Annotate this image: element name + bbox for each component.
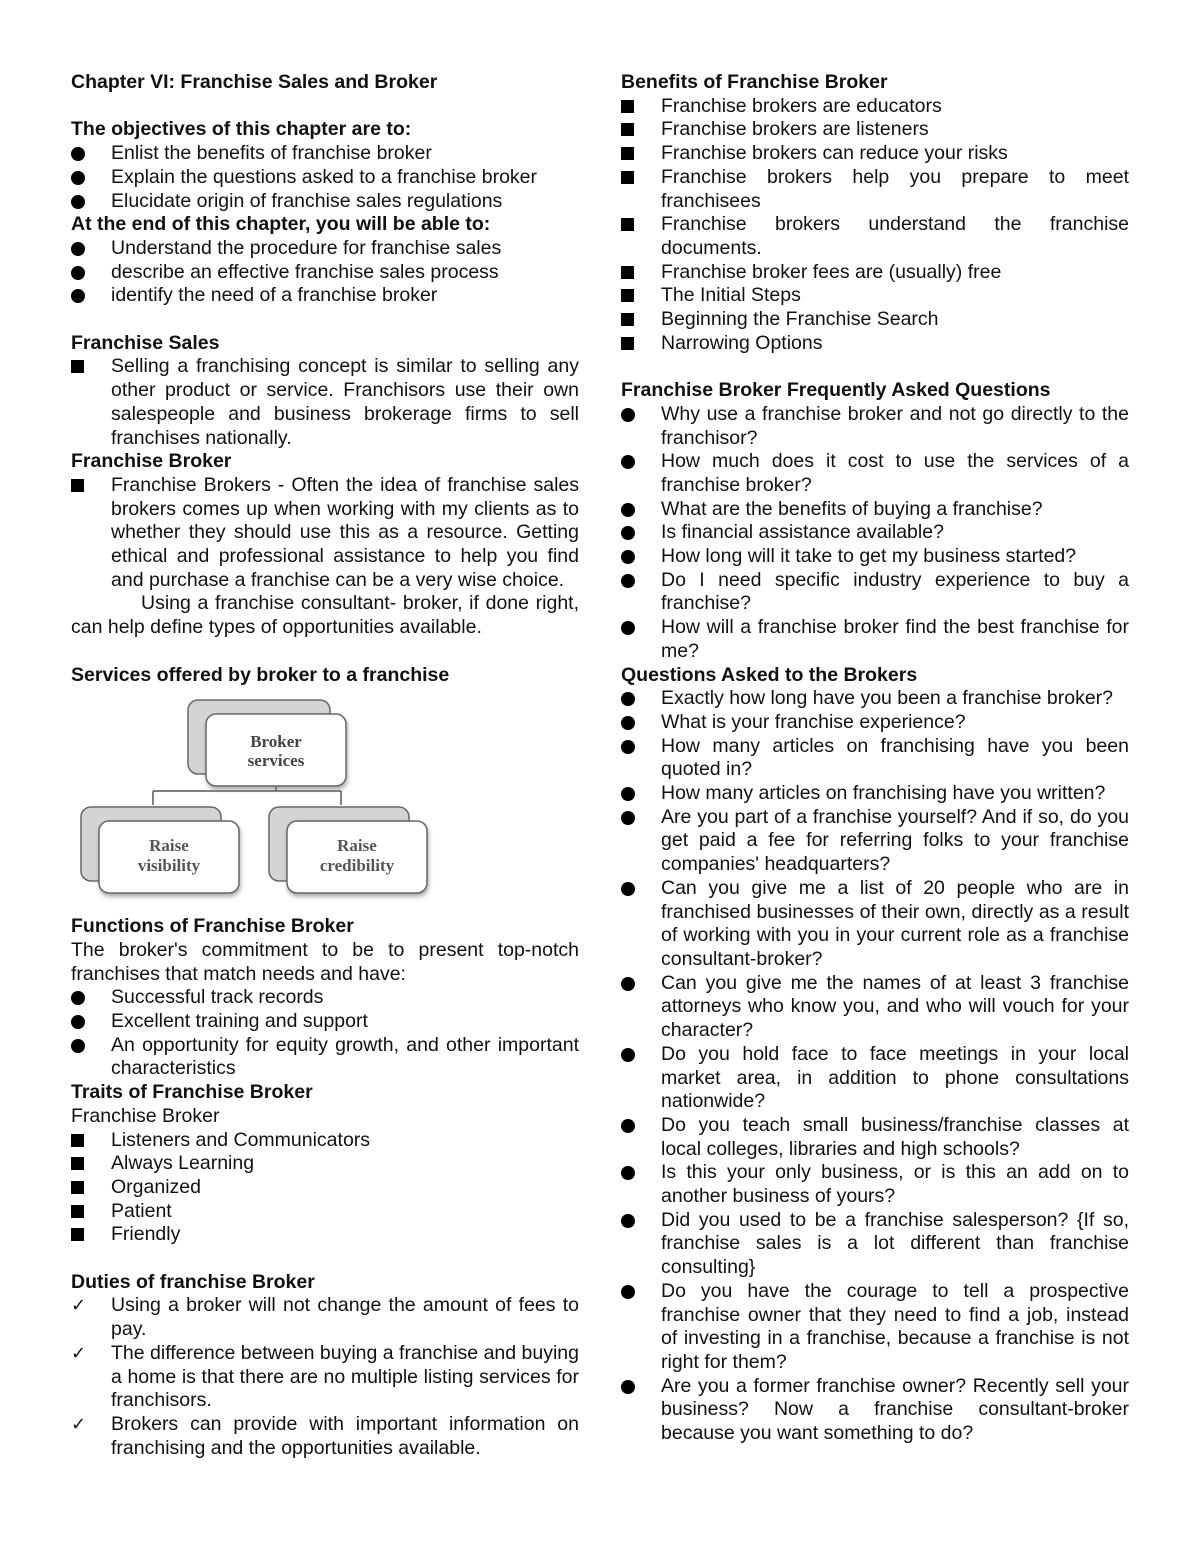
bullet-square-icon	[71, 474, 91, 499]
list-item: Franchise brokers understand the franchise documents.	[621, 213, 1129, 260]
bullet-square-icon	[71, 355, 91, 380]
bullet-square-icon	[621, 95, 641, 120]
bullet-dot-icon	[621, 711, 641, 737]
list-item: Organized	[71, 1176, 579, 1200]
left-column	[71, 71, 579, 1460]
list-item: Exactly how long have you been a franchise broker?	[621, 687, 1129, 711]
check-icon: ✓	[71, 1342, 87, 1364]
bullet-dot-icon	[621, 1161, 641, 1187]
sales-list	[71, 355, 579, 450]
benefits-heading: Benefits of Franchise Broker	[621, 71, 888, 93]
bullet-dot-icon	[71, 986, 91, 1012]
bullet-square-icon	[621, 118, 641, 143]
list-item: Do you hold face to face meetings in your local market area, in addition to phone consultations nationwide?	[621, 1043, 1129, 1114]
bullet-dot-icon	[71, 190, 91, 216]
list-item: ✓ The difference between buying a franchise and buying a home is that there are no multiple listing services for franchisors.	[71, 1341, 579, 1412]
outcomes-heading: At the end of this chapter, you will be able to:	[71, 213, 491, 236]
list-item: Franchise brokers can reduce your risks	[621, 142, 1129, 166]
broker-services-label-2: services	[247, 751, 305, 771]
bullet-dot-icon	[71, 166, 91, 192]
list-item: Beginning the Franchise Search	[621, 308, 1129, 332]
bullet-dot-icon	[621, 498, 641, 524]
list-item: Excellent training and support	[71, 1010, 579, 1034]
services-heading: Services offered by broker to a franchise	[71, 663, 450, 686]
faq-list	[621, 403, 1129, 664]
bullet-dot-icon	[71, 1010, 91, 1036]
bullet-dot-icon	[621, 403, 641, 429]
bullet-square-icon	[621, 261, 641, 286]
list-item: What is your franchise experience?	[621, 711, 1129, 735]
list-item: Do you teach small business/franchise classes at local colleges, libraries and high schools?	[621, 1114, 1129, 1161]
bullet-dot-icon	[621, 1114, 641, 1140]
list-item: Franchise Brokers - Often the idea of franchise sales brokers comes up when working with my clients as to whether they should use this as a resource. Getting ethical and professional assistance to help you find and purchase a franchise can be a very wise choice.	[71, 474, 579, 593]
list-item: Explain the questions asked to a franchise broker	[71, 166, 579, 190]
list-item: Do I need specific industry experience to buy a franchise?	[621, 569, 1129, 616]
list-item: Selling a franchising concept is similar to selling any other product or service. Franchisors use their own salespeople and business brokerage firms to sell franchises nationally.	[71, 355, 579, 450]
bullet-square-icon	[71, 1152, 91, 1177]
bullet-dot-icon	[71, 237, 91, 263]
list-item: Franchise broker fees are (usually) free	[621, 261, 1129, 285]
objectives-list	[71, 142, 579, 213]
list-item: Narrowing Options	[621, 332, 1129, 356]
list-item: How much does it cost to use the services of a franchise broker?	[621, 450, 1129, 497]
list-item: Successful track records	[71, 986, 579, 1010]
broker-services-diagram	[71, 687, 579, 915]
list-item: Understand the procedure for franchise sales	[71, 237, 579, 261]
bullet-dot-icon	[621, 972, 641, 998]
bullet-dot-icon	[621, 569, 641, 595]
list-item: identify the need of a franchise broker	[71, 284, 579, 308]
list-item: How many articles on franchising have you been quoted in?	[621, 735, 1129, 782]
bullet-square-icon	[621, 308, 641, 333]
list-item: Listeners and Communicators	[71, 1129, 579, 1153]
faq-heading: Franchise Broker Frequently Asked Questions	[621, 379, 1051, 402]
list-item: An opportunity for equity growth, and other important characteristics	[71, 1034, 579, 1081]
sales-heading: Franchise Sales	[71, 331, 220, 354]
broker-list	[71, 474, 579, 593]
broker-paragraph: Using a franchise consultant- broker, if done right, can help define types of opportunities available.	[71, 592, 579, 639]
list-item: Is financial assistance available?	[621, 521, 1129, 545]
raise-visibility-label-1: Raise	[149, 836, 189, 856]
list-item: Can you give me a list of 20 people who are in franchised businesses of their own, directly as a result of working with you in your current role as a franchise consultant-broker?	[621, 877, 1129, 972]
traits-list	[71, 1129, 579, 1248]
list-item: Patient	[71, 1200, 579, 1224]
outcomes-list	[71, 237, 579, 308]
list-item: Why use a franchise broker and not go directly to the franchisor?	[621, 403, 1129, 450]
list-item: ✓ Brokers can provide with important information on franchising and the opportunities available.	[71, 1412, 579, 1459]
raise-credibility-label-2: credibility	[319, 856, 395, 876]
right-column	[621, 71, 1129, 1446]
bullet-square-icon	[71, 1129, 91, 1154]
bullet-dot-icon	[621, 806, 641, 832]
list-item: Franchise brokers are educators	[621, 95, 1129, 119]
bullet-dot-icon	[71, 1034, 91, 1060]
functions-heading: Functions of Franchise Broker	[71, 915, 354, 938]
functions-intro: The broker's commitment to be to present top-notch franchises that match needs and have:	[71, 938, 579, 985]
bullet-dot-icon	[621, 521, 641, 547]
bullet-square-icon	[71, 1176, 91, 1201]
bullet-square-icon	[621, 142, 641, 167]
bullet-dot-icon	[71, 261, 91, 287]
bullet-square-icon	[621, 213, 641, 238]
bullet-square-icon	[621, 332, 641, 357]
list-item: The Initial Steps	[621, 284, 1129, 308]
duties-heading: Duties of franchise Broker	[71, 1270, 315, 1293]
list-item: Always Learning	[71, 1152, 579, 1176]
list-item: Enlist the benefits of franchise broker	[71, 142, 579, 166]
bullet-dot-icon	[71, 284, 91, 310]
list-item: What are the benefits of buying a franchise?	[621, 498, 1129, 522]
bullet-dot-icon	[621, 735, 641, 761]
bullet-dot-icon	[621, 687, 641, 713]
list-item: Did you used to be a franchise salesperson? {If so, franchise sales is a lot different than franchise consulting}	[621, 1209, 1129, 1280]
bullet-dot-icon	[621, 1043, 641, 1069]
list-item: Are you a former franchise owner? Recently sell your business? Now a franchise consultant-broker because you want something to do?	[621, 1375, 1129, 1446]
bullet-dot-icon	[621, 1375, 641, 1401]
raise-visibility-label-2: visibility	[137, 856, 201, 876]
bullet-dot-icon	[621, 1280, 641, 1306]
list-item: How will a franchise broker find the best franchise for me?	[621, 616, 1129, 663]
list-item: Is this your only business, or is this an add on to another business of yours?	[621, 1161, 1129, 1208]
list-item: Elucidate origin of franchise sales regulations	[71, 190, 579, 214]
traits-intro: Franchise Broker	[71, 1104, 220, 1127]
objectives-heading: The objectives of this chapter are to:	[71, 118, 412, 141]
bullet-dot-icon	[621, 616, 641, 642]
traits-heading: Traits of Franchise Broker	[71, 1081, 313, 1104]
list-item: Are you part of a franchise yourself? And if so, do you get paid a fee for referring folks to your franchise companies' headquarters?	[621, 806, 1129, 877]
list-item: ✓ Using a broker will not change the amount of fees to pay.	[71, 1294, 579, 1341]
check-icon: ✓	[71, 1295, 87, 1317]
benefits-list	[621, 95, 1129, 356]
duties-list	[71, 1294, 579, 1460]
list-item: How many articles on franchising have you written?	[621, 782, 1129, 806]
questions-list	[621, 687, 1129, 1446]
broker-heading: Franchise Broker	[71, 450, 232, 473]
bullet-dot-icon	[71, 142, 91, 168]
bullet-square-icon	[71, 1200, 91, 1225]
chapter-title: Chapter VI: Franchise Sales and Broker	[71, 71, 438, 93]
bullet-square-icon	[621, 166, 641, 191]
broker-services-label-1: Broker	[250, 732, 302, 752]
list-item: Do you have the courage to tell a prospective franchise owner that they need to find a job, instead of investing in a franchise, because a franchise is not right for them?	[621, 1280, 1129, 1375]
list-item: Franchise brokers are listeners	[621, 118, 1129, 142]
questions-heading: Questions Asked to the Brokers	[621, 663, 918, 686]
list-item: Franchise brokers help you prepare to meet franchisees	[621, 166, 1129, 213]
bullet-dot-icon	[621, 782, 641, 808]
bullet-square-icon	[71, 1223, 91, 1248]
raise-credibility-label-1: Raise	[337, 836, 377, 856]
list-item: How long will it take to get my business started?	[621, 545, 1129, 569]
bullet-square-icon	[621, 284, 641, 309]
list-item: Friendly	[71, 1223, 579, 1247]
bullet-dot-icon	[621, 450, 641, 476]
functions-list	[71, 986, 579, 1081]
list-item: Can you give me the names of at least 3 franchise attorneys who know you, and who will vouch for your character?	[621, 972, 1129, 1043]
list-item: describe an effective franchise sales process	[71, 261, 579, 285]
bullet-dot-icon	[621, 1209, 641, 1235]
bullet-dot-icon	[621, 545, 641, 571]
bullet-dot-icon	[621, 877, 641, 903]
check-icon: ✓	[71, 1413, 87, 1435]
